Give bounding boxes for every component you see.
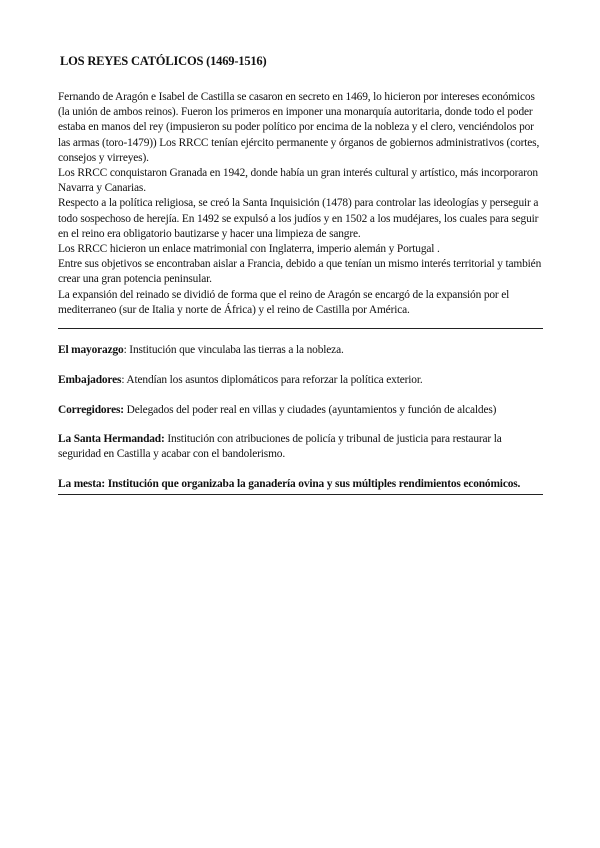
definition-mayorazgo [58,343,544,358]
document-page [58,54,544,495]
definition-term: Corregidores: [58,403,124,416]
divider-top [58,328,543,329]
definition-term: Embajadores [58,373,122,386]
definition-term: El mayorazgo [58,344,124,357]
paragraph-expansion: La expansión del reinado se dividió de forma que el reino de Aragón se encargó de la expansión por el mediterraneo (sur de Italia y norte de África) y el reino de Castilla por América. [58,288,510,316]
divider-bottom [58,494,543,495]
definition-mesta [58,477,544,492]
definition-text: Institución que organizaba la ganadería ovina y sus múltiples rendimientos económicos. [105,478,521,491]
definition-corregidores [58,403,544,418]
paragraph-religion: Respecto a la política religiosa, se creó la Santa Inquisición (1478) para controlar las ideologías y perseguir a todo sospechoso de herejía. En 1492 se expulsó a los judíos y en 1502 a los mudéjares, los cuales para seguir en el reino era obligatorio bautizarse y hacer una limpieza de sangre. [58,197,539,240]
paragraph-objectives: Entre sus objetivos se encontraban aislar a Francia, debido a que tenían un mismo interés territorial y también crear una gran potencia peninsular. [58,258,542,286]
document-body [58,90,544,318]
paragraph-marriage: Fernando de Aragón e Isabel de Castilla se casaron en secreto en 1469, lo hicieron por intereses económicos (la unión de ambos reinos). Fueron los primeros en imponer una monarquía autoritaria, donde todo el poder estaba en manos del rey (impusieron su poder político por encima de la nobleza y el clero, venciéndolos por las armas (toro-1479)) Los RRCC tenían ejército permanente y órganos de gobiernos administrativos (cortes, consejos y virreyes). [58,91,540,164]
definition-text: : Atendían los asuntos diplomáticos para reforzar la política exterior. [121,373,423,386]
definition-term: La Santa Hermandad: [58,433,165,446]
definition-santa-hermandad [58,432,544,462]
definition-term: La mesta: [58,478,106,491]
definition-embajadores [58,373,544,388]
definition-text: : Institución que vinculaba las tierras a la nobleza. [123,344,344,357]
definitions-list [58,343,544,492]
paragraph-granada: Los RRCC conquistaron Granada en 1942, donde había un gran interés cultural y artístico, más incorporaron Navarra y Canarias. [58,167,538,195]
definition-text: Institución con atribuciones de policía y tribunal de justicia para restaurar la seguridad en Castilla y acabar con el bandolerismo. [58,433,502,461]
document-title: LOS REYES CATÓLICOS (1469-1516) [60,54,267,68]
paragraph-marriages: Los RRCC hicieron un enlace matrimonial con Inglaterra, imperio alemán y Portugal . [58,243,440,256]
definition-text: Delegados del poder real en villas y ciudades (ayuntamientos y función de alcaldes) [123,403,497,416]
